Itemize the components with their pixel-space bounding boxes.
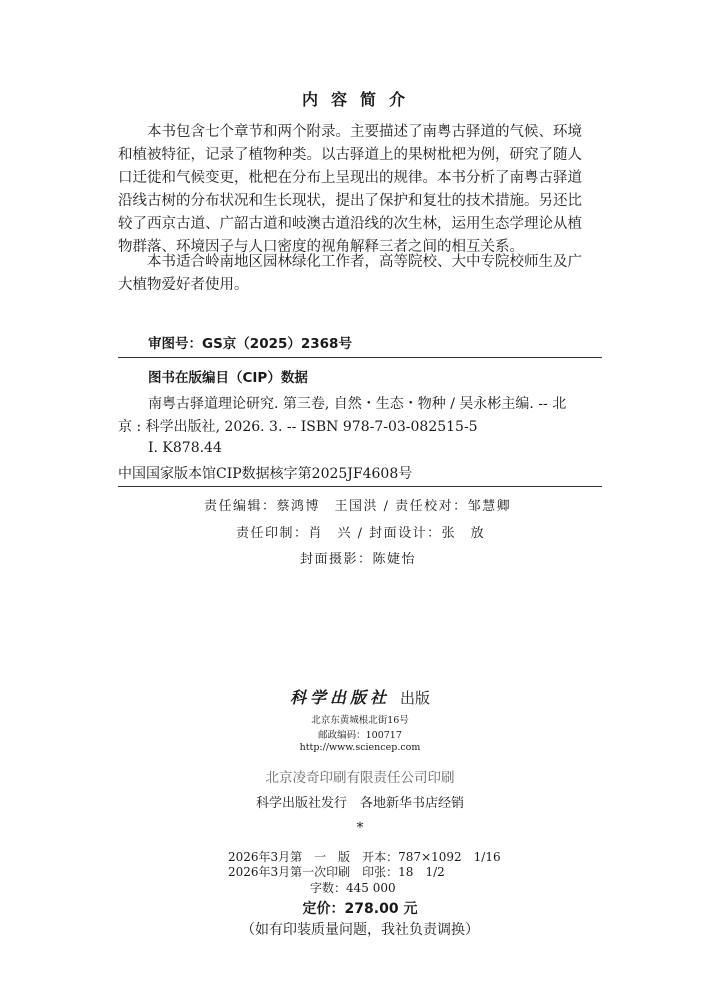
price: 定价：278.00 元	[302, 901, 418, 917]
edition-spec: 2026年3月第 一 版 开本：787×1092 1/16	[228, 850, 501, 864]
summary-line: 沿线古树的分布状况和生长现状，提出了保护和复壮的技术措施。另还比	[118, 193, 582, 209]
printing-spec: 2026年3月第一次印刷 印张：18 1/2	[228, 865, 445, 879]
asterisk-divider: *	[356, 820, 364, 836]
cip-line-2: 京 : 科学出版社, 2026. 3. -- ISBN 978-7-03-082515-5	[118, 419, 478, 435]
map-approval-number: 审图号：GS京（2025）2368号	[148, 336, 352, 352]
quality-notice: （如有印装质量问题，我社负责调换）	[241, 922, 479, 938]
word-count: 字数：445 000	[310, 881, 396, 895]
publisher-website: http://www.sciencep.com	[299, 742, 421, 753]
publisher-line	[0, 685, 720, 708]
cip-heading: 图书在版编目（CIP）数据	[148, 370, 308, 386]
distribution-info: 科学出版社发行 各地新华书店经销	[255, 796, 464, 811]
summary-line: 口迁徙和气候变更，枇杷在分布上呈现出的规律。本书分析了南粤古驿道	[118, 170, 582, 186]
cip-classification: Ⅰ. K878.44	[148, 440, 222, 456]
publisher-suffix: 出版	[400, 689, 431, 707]
publisher-address: 北京东黄城根北街16号	[311, 715, 409, 726]
divider-top	[118, 357, 602, 358]
cip-record-number: 中国国家版本馆CIP数据核字第2025JF4608号	[118, 466, 413, 482]
publisher-postcode: 邮政编码：100717	[318, 730, 402, 741]
summary-paragraph-2	[118, 251, 603, 297]
summary-line: 本书适合岭南地区园林绿化工作者，高等院校、大中专院校师生及广	[118, 254, 582, 270]
summary-line: 和植被特征，记录了植物种类。以古驿道上的果树枇杷为例，研究了随人	[118, 147, 582, 163]
summary-line: 较了西京古道、广韶古道和岐澳古道沿线的次生林，运用生态学理论从植	[118, 216, 582, 232]
photography-credit: 封面摄影：陈婕怡	[300, 552, 417, 567]
summary-line: 大植物爱好者使用。	[118, 277, 249, 293]
printer-info: 北京凌奇印刷有限责任公司印刷	[265, 770, 455, 786]
divider-bottom	[118, 486, 602, 487]
publisher-logo-text: 科学出版社	[289, 688, 390, 707]
summary-line: 物群落、环境因子与人口密度的视角解释三者之间的相互关系。	[118, 239, 524, 255]
summary-paragraph-1	[118, 121, 603, 259]
cip-line-1: 南粤古驿道理论研究. 第三卷, 自然・生态・物种 / 吴永彬主编. -- 北	[148, 396, 567, 412]
summary-title: 内容简介	[301, 90, 418, 109]
editor-credits: 责任编辑：蔡鸿博 王国洪 / 责任校对：邹慧卿	[204, 499, 512, 514]
production-credits: 责任印制：肖 兴 / 封面设计：张 放	[236, 526, 486, 541]
summary-line: 本书包含七个章节和两个附录。主要描述了南粤古驿道的气候、环境	[118, 124, 582, 140]
